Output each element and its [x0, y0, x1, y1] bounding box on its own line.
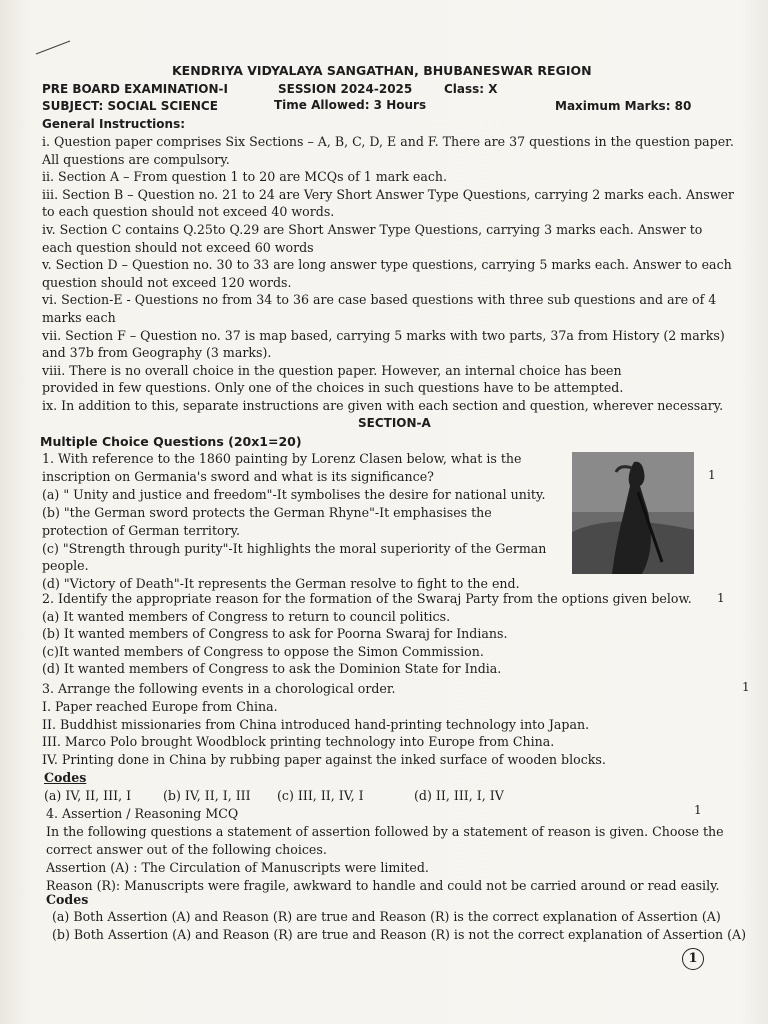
- pen-mark: [34, 38, 74, 58]
- q4-line: Assertion (A) : The Circulation of Manuscripts were limited.: [46, 859, 429, 875]
- q1-line: 1. With reference to the 1860 painting by Lorenz Clasen below, what is the: [42, 451, 522, 466]
- q2-line: 2. Identify the appropriate reason for the formation of the Swaraj Party from the options given below.: [42, 591, 692, 606]
- q4-option-b: (b) Both Assertion (A) and Reason (R) are true and Reason (R) is not the correct explanation of Assertion (A): [52, 927, 747, 942]
- instruction-line: v. Section D – Question no. 30 to 33 are long answer type questions, carrying 5 marks each. Answer to each: [42, 257, 732, 273]
- q1-line: (c) "Strength through purity"-It highlights the moral superiority of the German: [42, 540, 547, 556]
- q4-mark: 1: [694, 803, 702, 817]
- q3-codes-title: Codes: [44, 770, 87, 785]
- q3-code-a: (a) IV, II, III, I: [44, 788, 132, 803]
- instruction-line: vii. Section F – Question no. 37 is map based, carrying 5 marks with two parts, 37a from History (2 marks): [42, 327, 725, 343]
- q3-code-d: (d) II, III, I, IV: [414, 788, 504, 803]
- q1-mark: 1: [708, 468, 716, 482]
- q3-mark: 1: [742, 680, 750, 694]
- instructions-title: General Instructions:: [42, 117, 186, 131]
- q3-line: I. Paper reached Europe from China.: [42, 698, 278, 714]
- time-label: Time Allowed: 3 Hours: [274, 98, 427, 112]
- q1-line: (a) " Unity and justice and freedom"-It symbolises the desire for national unity.: [42, 486, 546, 502]
- instruction-line: All questions are compulsory.: [42, 151, 230, 167]
- q1-line: (d) "Victory of Death"-It represents the German resolve to fight to the end.: [42, 576, 520, 592]
- q2-line: (d) It wanted members of Congress to ask the Dominion State for India.: [42, 661, 502, 676]
- instruction-line: viii. There is no overall choice in the question paper. However, an internal choice has been: [42, 362, 622, 378]
- instruction-line: each question should not exceed 60 words: [42, 239, 314, 255]
- instruction-line: and 37b from Geography (3 marks).: [42, 345, 272, 361]
- q3-code-c: (c) III, II, IV, I: [277, 788, 364, 803]
- q4-line: Reason (R): Manuscripts were fragile, awkward to handle and could not be carried around or read easily.: [46, 877, 720, 893]
- instruction-line: ix. In addition to this, separate instructions are given with each section and question, wherever necessary.: [42, 398, 724, 413]
- subject-label: SUBJECT: SOCIAL SCIENCE: [42, 99, 218, 113]
- q3-line: II. Buddhist missionaries from China introduced hand-printing technology into Japan.: [42, 716, 590, 732]
- q2-line: (c)It wanted members of Congress to oppose the Simon Commission.: [42, 643, 484, 659]
- q2-mark: 1: [717, 591, 725, 605]
- q4-option-a: (a) Both Assertion (A) and Reason (R) are true and Reason (R) is the correct explanation of Assertion (A): [52, 909, 721, 924]
- q4-line: In the following questions a statement of assertion followed by a statement of reason is given. Choose the: [46, 823, 724, 839]
- session-label: SESSION 2024-2025: [278, 82, 413, 96]
- instruction-line: ii. Section A – From question 1 to 20 are MCQs of 1 mark each.: [42, 169, 448, 185]
- q4-line: correct answer out of the following choices.: [46, 841, 327, 857]
- q2-line: (a) It wanted members of Congress to return to council politics.: [42, 608, 451, 624]
- instruction-line: i. Question paper comprises Six Sections – A, B, C, D, E and F. There are 37 questions in the question paper.: [42, 134, 734, 149]
- org-title: KENDRIYA VIDYALAYA SANGATHAN, BHUBANESWAR REGION: [172, 63, 592, 78]
- q2-line: (b) It wanted members of Congress to ask for Poorna Swaraj for Indians.: [42, 626, 508, 641]
- class-label: Class: X: [444, 82, 498, 96]
- section-a-title: SECTION-A: [358, 416, 431, 430]
- q4-codes-title: Codes: [46, 892, 89, 907]
- instruction-line: iii. Section B – Question no. 21 to 24 are Very Short Answer Type Questions, carrying 2 marks each. Answer: [42, 186, 734, 202]
- page-number: 1: [682, 948, 704, 970]
- instruction-line: question should not exceed 120 words.: [42, 274, 292, 290]
- max-marks-label: Maximum Marks: 80: [555, 99, 692, 113]
- q1-line: inscription on Germania's sword and what is its significance?: [42, 468, 434, 484]
- instruction-line: iv. Section C contains Q.25to Q.29 are Short Answer Type Questions, carrying 3 marks each. Answer to: [42, 222, 703, 237]
- q1-line: people.: [42, 558, 89, 574]
- q3-line: 3. Arrange the following events in a chorological order.: [42, 681, 396, 696]
- instruction-line: marks each: [42, 310, 116, 325]
- exam-name: PRE BOARD EXAMINATION-I: [42, 82, 228, 96]
- germania-painting: [572, 452, 694, 574]
- q4-line: 4. Assertion / Reasoning MCQ: [46, 806, 239, 821]
- q1-line: (b) "the German sword protects the German Rhyne"-It emphasises the: [42, 504, 492, 520]
- instruction-line: to each question should not exceed 40 words.: [42, 204, 335, 220]
- instruction-line: provided in few questions. Only one of the choices in such questions have to be attempted.: [42, 380, 624, 396]
- q3-code-b: (b) IV, II, I, III: [163, 788, 251, 803]
- q1-line: protection of German territory.: [42, 522, 241, 538]
- q3-line: III. Marco Polo brought Woodblock printing technology into Europe from China.: [42, 734, 555, 750]
- mcq-title: Multiple Choice Questions (20x1=20): [40, 434, 302, 449]
- instruction-line: vi. Section-E - Questions no from 34 to 36 are case based questions with three sub questions and are of 4: [42, 292, 717, 308]
- q3-line: IV. Printing done in China by rubbing paper against the inked surface of wooden blocks.: [42, 752, 606, 768]
